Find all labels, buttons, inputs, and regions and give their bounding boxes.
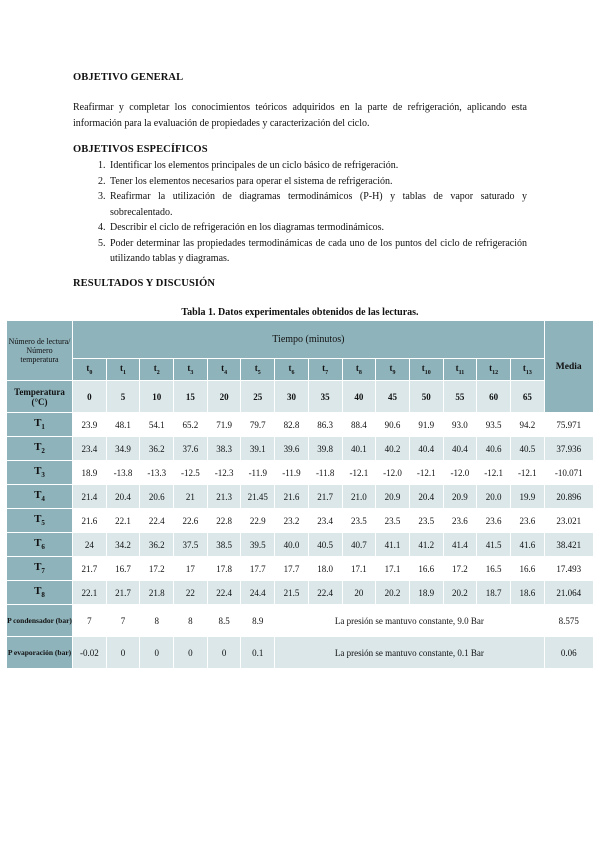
table-cell: 41.4 [443, 533, 477, 557]
table-cell: 22.4 [140, 509, 174, 533]
row-label-t2: $T_2$ [7, 437, 73, 461]
table-cell: 20.0 [477, 485, 511, 509]
table-cell: 37.5 [174, 533, 208, 557]
table-cell: -12.0 [443, 461, 477, 485]
table-cell: 20.9 [376, 485, 410, 509]
table-cell: 41.2 [409, 533, 443, 557]
time-header-t6: $t_6$ [275, 359, 309, 381]
media-cell: 23.021 [544, 509, 593, 533]
table-cell: 34.9 [106, 437, 140, 461]
table-cell: 22.1 [106, 509, 140, 533]
media-cell: 21.064 [544, 581, 593, 605]
table-cell: 21.0 [342, 485, 376, 509]
table-cell: 23.5 [376, 509, 410, 533]
table-cell: 24 [73, 533, 107, 557]
table-cell: 20.4 [106, 485, 140, 509]
list-item: 1. Identificar los elementos principales de un ciclo básico de refrigeración. [108, 158, 527, 174]
time-header-t0: $t_0$ [73, 359, 107, 381]
table-cell: -12.3 [207, 461, 241, 485]
table-cell: 18.0 [308, 557, 342, 581]
temperatura-label: Temperatura (°C) [7, 381, 73, 413]
table-cell: 39.8 [308, 437, 342, 461]
media-cell: 0.06 [544, 637, 593, 669]
table-cell: 0 [106, 637, 140, 669]
temperatura-value: 5 [106, 381, 140, 413]
media-cell: 75.971 [544, 413, 593, 437]
table-cell: 21.4 [73, 485, 107, 509]
table-row [7, 605, 594, 637]
table-cell: 40.4 [409, 437, 443, 461]
table-row [7, 413, 594, 437]
table-cell: 0 [174, 637, 208, 669]
table-cell: 39.5 [241, 533, 275, 557]
row-label-t6: $T_6$ [7, 533, 73, 557]
temperatura-value: 45 [376, 381, 410, 413]
table-cell: 93.5 [477, 413, 511, 437]
table-cell: 17.1 [342, 557, 376, 581]
table-cell: 20.4 [409, 485, 443, 509]
table-cell: 41.6 [510, 533, 544, 557]
table-cell: 17.8 [207, 557, 241, 581]
table-cell: 40.6 [477, 437, 511, 461]
table-cell: 18.9 [409, 581, 443, 605]
temperatura-value: 15 [174, 381, 208, 413]
table-cell: 90.6 [376, 413, 410, 437]
table-cell: 93.0 [443, 413, 477, 437]
table-cell: 79.7 [241, 413, 275, 437]
table-cell: 38.5 [207, 533, 241, 557]
table-cell: 21.7 [73, 557, 107, 581]
table-cell: 71.9 [207, 413, 241, 437]
row-label-t1: $T_1$ [7, 413, 73, 437]
table-cell: 23.5 [409, 509, 443, 533]
table-cell: 40.2 [376, 437, 410, 461]
table-cell: 8.9 [241, 605, 275, 637]
table-cell: 17.2 [443, 557, 477, 581]
table-cell: 18.7 [477, 581, 511, 605]
table-cell: 41.5 [477, 533, 511, 557]
table-cell: 20.2 [443, 581, 477, 605]
objetivo-general-text: Reafirmar y completar los conocimientos teóricos adquiridos en la parte de refrigeración, aplicando esta información para la evaluación de propiedades y caracterización del ciclo. [73, 102, 527, 129]
media-header: Media [544, 321, 593, 413]
table-cell: 82.8 [275, 413, 309, 437]
row-label-t8: $T_8$ [7, 581, 73, 605]
time-header-t13: $t_{13}$ [510, 359, 544, 381]
table-cell: -13.8 [106, 461, 140, 485]
table-cell: 21.7 [308, 485, 342, 509]
temperatura-value: 20 [207, 381, 241, 413]
table-cell: 21.45 [241, 485, 275, 509]
table-cell: 21 [174, 485, 208, 509]
list-item: 5. Poder determinar las propiedades termodinámicas de cada uno de los puntos del ciclo de refrigeración utilizando tablas y diagramas. [108, 236, 527, 267]
table-cell: 22.8 [207, 509, 241, 533]
pressure-label: P evaporación (bar) [7, 637, 73, 669]
table-cell: 23.2 [275, 509, 309, 533]
table-cell: -12.5 [174, 461, 208, 485]
table-cell: 22.4 [207, 581, 241, 605]
table-cell: 24.4 [241, 581, 275, 605]
table-cell: 22.1 [73, 581, 107, 605]
corner-label: Número de lectura/ Número temperatura [7, 321, 73, 381]
table-cell: 40.4 [443, 437, 477, 461]
table-cell: 21.5 [275, 581, 309, 605]
table-row [7, 637, 594, 669]
table-cell: -12.1 [510, 461, 544, 485]
table-cell: -11.8 [308, 461, 342, 485]
table-cell: -11.9 [241, 461, 275, 485]
time-header-t4: $t_4$ [207, 359, 241, 381]
media-cell: 8.575 [544, 605, 593, 637]
table-row [7, 485, 594, 509]
table-cell: 39.6 [275, 437, 309, 461]
table-cell: 40.5 [510, 437, 544, 461]
time-header-t9: $t_9$ [376, 359, 410, 381]
temperatura-value: 50 [409, 381, 443, 413]
table-cell: 37.6 [174, 437, 208, 461]
media-cell: -10.071 [544, 461, 593, 485]
table-cell: 18.9 [73, 461, 107, 485]
table-cell: -11.9 [275, 461, 309, 485]
table-cell: 41.1 [376, 533, 410, 557]
table-cell: 16.5 [477, 557, 511, 581]
temperatura-value: 60 [477, 381, 511, 413]
time-header-t12: $t_{12}$ [477, 359, 511, 381]
resultados-heading: RESULTADOS Y DISCUSIÓN [73, 278, 216, 289]
pressure-label: P condensador (bar) [7, 605, 73, 637]
pressure-note: La presión se mantuvo constante, 9.0 Bar [275, 605, 545, 637]
temperatura-value: 10 [140, 381, 174, 413]
table-cell: 48.1 [106, 413, 140, 437]
media-cell: 17.493 [544, 557, 593, 581]
table-row [7, 533, 594, 557]
table-cell: 23.6 [477, 509, 511, 533]
table-cell: 22.4 [308, 581, 342, 605]
pressure-note: La presión se mantuvo constante, 0.1 Bar [275, 637, 545, 669]
time-header-t1: $t_1$ [106, 359, 140, 381]
table-cell: -12.1 [409, 461, 443, 485]
time-header-t2: $t_2$ [140, 359, 174, 381]
row-label-t3: $T_3$ [7, 461, 73, 485]
objetivos-especificos-list [73, 158, 527, 267]
table-cell: 23.4 [308, 509, 342, 533]
table-cell: 36.2 [140, 437, 174, 461]
time-header-t10: $t_{10}$ [409, 359, 443, 381]
table-cell: 40.5 [308, 533, 342, 557]
table-cell: 20.6 [140, 485, 174, 509]
table-cell: 17 [174, 557, 208, 581]
tiempo-header: Tiempo (minutos) [73, 321, 545, 359]
table-cell: 21.6 [275, 485, 309, 509]
temperatura-value: 25 [241, 381, 275, 413]
table-cell: 23.5 [342, 509, 376, 533]
time-header-t11: $t_{11}$ [443, 359, 477, 381]
table-row [7, 461, 594, 485]
objetivos-especificos-heading: OBJETIVOS ESPECÍFICOS [73, 144, 208, 155]
list-item: 2. Tener los elementos necesarios para operar el sistema de refrigeración. [108, 174, 527, 190]
table-cell: 40.7 [342, 533, 376, 557]
table-cell: 16.6 [409, 557, 443, 581]
table-cell: 8.5 [207, 605, 241, 637]
table-cell: 65.2 [174, 413, 208, 437]
table-cell: -12.1 [477, 461, 511, 485]
table-cell: 88.4 [342, 413, 376, 437]
temperatura-value: 30 [275, 381, 309, 413]
time-header-t5: $t_5$ [241, 359, 275, 381]
table-cell: 40.0 [275, 533, 309, 557]
media-cell: 38.421 [544, 533, 593, 557]
table-cell: 20 [342, 581, 376, 605]
table-cell: 18.6 [510, 581, 544, 605]
media-cell: 20.896 [544, 485, 593, 509]
table-cell: 39.1 [241, 437, 275, 461]
table-cell: 22 [174, 581, 208, 605]
temperatura-value: 55 [443, 381, 477, 413]
table-cell: 23.9 [73, 413, 107, 437]
table-cell: 0 [140, 637, 174, 669]
table-caption: Tabla 1. Datos experimentales obtenidos de las lecturas. [181, 307, 419, 318]
table-row [7, 581, 594, 605]
table-cell: 16.6 [510, 557, 544, 581]
table-cell: -12.0 [376, 461, 410, 485]
table-row [7, 437, 594, 461]
table-cell: 54.1 [140, 413, 174, 437]
table-cell: 40.1 [342, 437, 376, 461]
table-cell: 7 [73, 605, 107, 637]
table-cell: 22.9 [241, 509, 275, 533]
table-cell: 21.6 [73, 509, 107, 533]
table-cell: 16.7 [106, 557, 140, 581]
table-cell: -12.1 [342, 461, 376, 485]
time-header-t3: $t_3$ [174, 359, 208, 381]
table-cell: 22.6 [174, 509, 208, 533]
data-table [6, 320, 594, 669]
temperatura-value: 65 [510, 381, 544, 413]
objetivo-general-heading: OBJETIVO GENERAL [73, 72, 184, 83]
temperatura-value: 35 [308, 381, 342, 413]
table-cell: 21.8 [140, 581, 174, 605]
table-cell: 20.9 [443, 485, 477, 509]
table-cell: 23.4 [73, 437, 107, 461]
table-row [7, 557, 594, 581]
table-cell: 19.9 [510, 485, 544, 509]
table-cell: 34.2 [106, 533, 140, 557]
table-cell: 8 [140, 605, 174, 637]
table-cell: 21.3 [207, 485, 241, 509]
temperatura-value: 0 [73, 381, 107, 413]
row-label-t5: $T_5$ [7, 509, 73, 533]
row-label-t4: $T_4$ [7, 485, 73, 509]
table-cell: 7 [106, 605, 140, 637]
table-cell: -13.3 [140, 461, 174, 485]
list-item: 3. Reafirmar la utilización de diagramas termodinámicos (P-H) y tablas de vapor saturado y sobrecalentado. [108, 189, 527, 220]
table-cell: 36.2 [140, 533, 174, 557]
time-header-t7: $t_7$ [308, 359, 342, 381]
table-cell: 20.2 [376, 581, 410, 605]
table-cell: 8 [174, 605, 208, 637]
table-cell: -0.02 [73, 637, 107, 669]
time-header-t8: $t_8$ [342, 359, 376, 381]
table-cell: 17.1 [376, 557, 410, 581]
table-cell: 91.9 [409, 413, 443, 437]
table-cell: 86.3 [308, 413, 342, 437]
table-cell: 21.7 [106, 581, 140, 605]
table-cell: 94.2 [510, 413, 544, 437]
media-cell: 37.936 [544, 437, 593, 461]
table-cell: 17.7 [275, 557, 309, 581]
table-cell: 23.6 [443, 509, 477, 533]
table-cell: 17.7 [241, 557, 275, 581]
row-label-t7: $T_7$ [7, 557, 73, 581]
table-cell: 38.3 [207, 437, 241, 461]
list-item: 4. Describir el ciclo de refrigeración en los diagramas termodinámicos. [108, 220, 527, 236]
temperatura-value: 40 [342, 381, 376, 413]
table-cell: 23.6 [510, 509, 544, 533]
table-cell: 0.1 [241, 637, 275, 669]
table-row [7, 509, 594, 533]
table-cell: 0 [207, 637, 241, 669]
table-cell: 17.2 [140, 557, 174, 581]
